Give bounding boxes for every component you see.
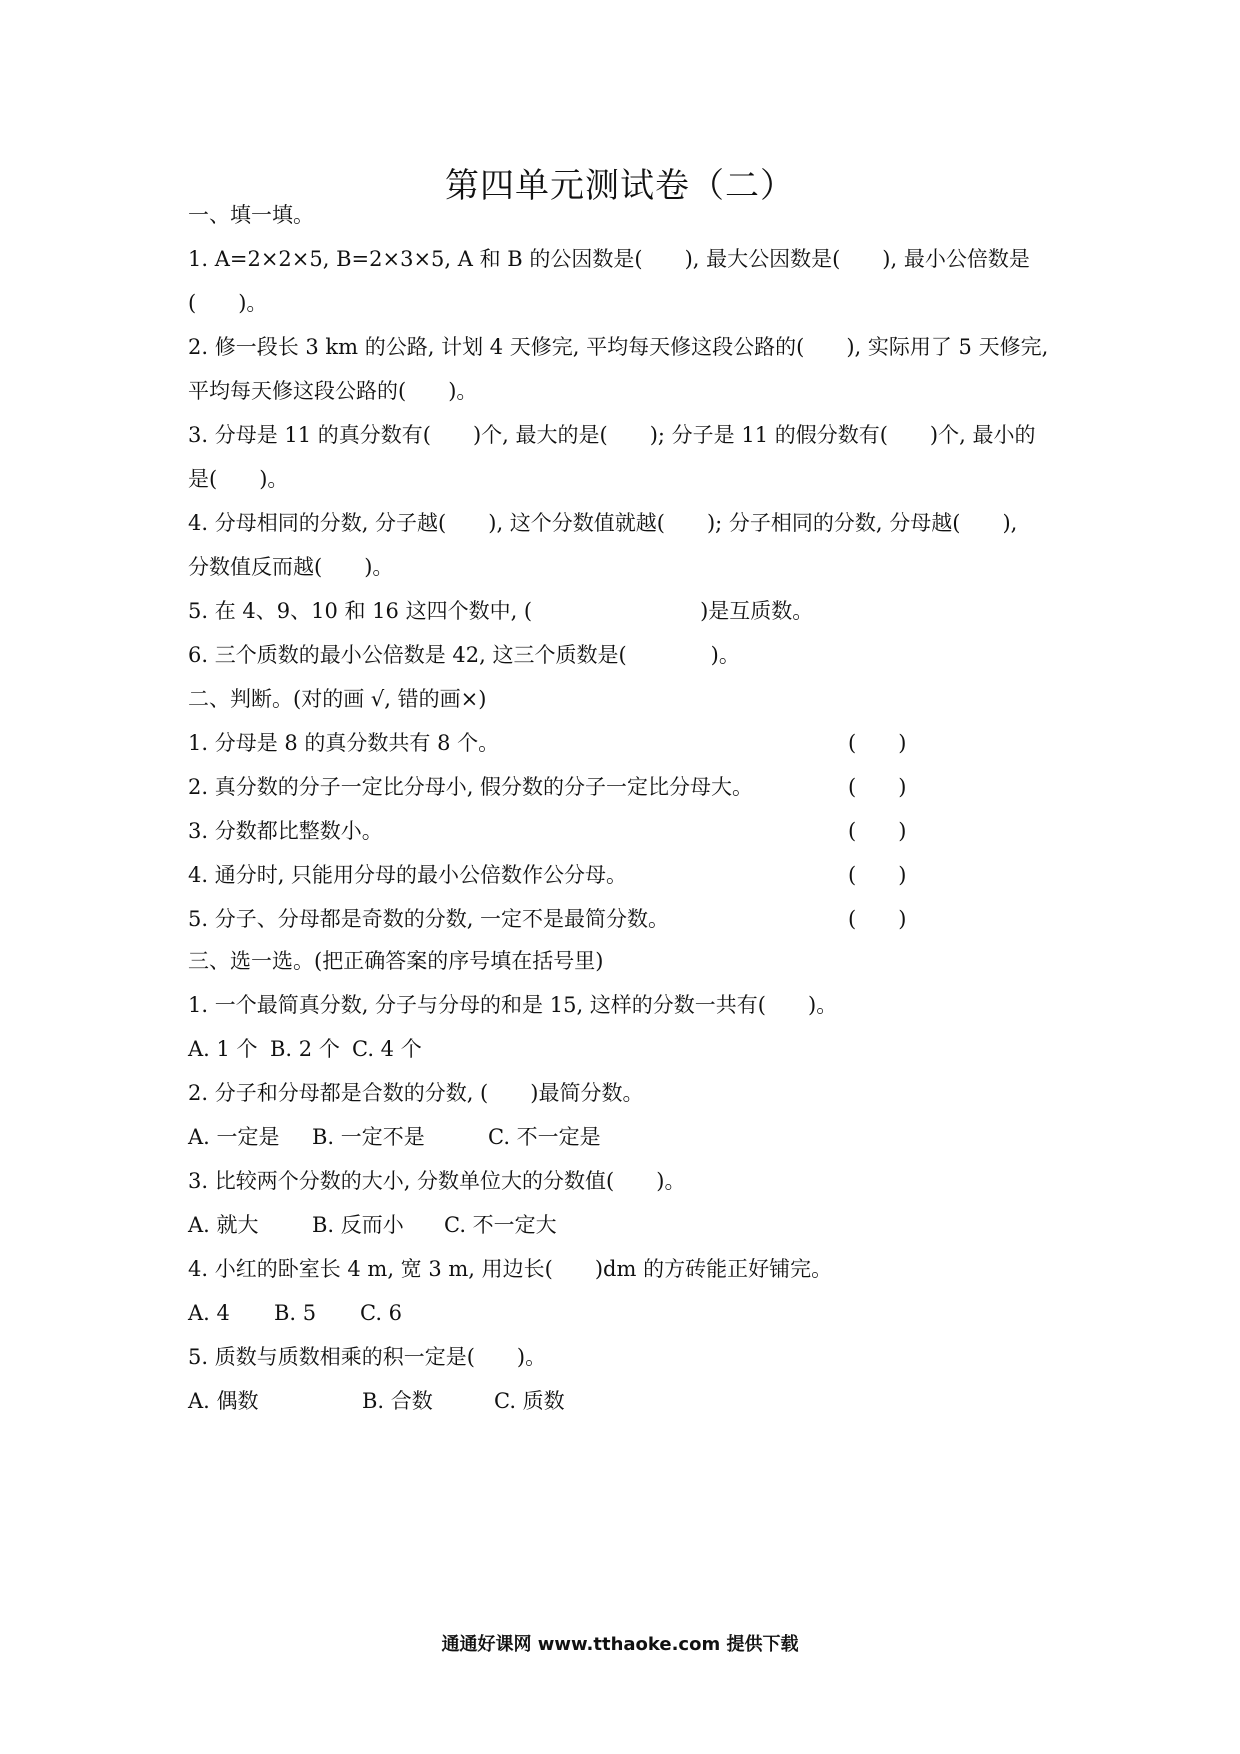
option-b[interactable]: B. 一定不是	[312, 1125, 425, 1149]
fill-q3-line2: 是( )。	[188, 467, 289, 491]
page-title: 第四单元测试卷（二）	[445, 166, 795, 206]
option-a[interactable]: A. 一定是	[188, 1125, 280, 1149]
judge-item	[188, 860, 907, 890]
section-heading-fill: 一、填一填。	[188, 203, 314, 227]
fill-q6: 6. 三个质数的最小公倍数是 42, 这三个质数是( )。	[188, 643, 740, 667]
option-b[interactable]: B. 反而小	[312, 1213, 404, 1237]
fill-q1-line1: 1. A=2×2×5, B=2×3×5, A 和 B 的公因数是( ), 最大公因数是( ), 最小公倍数是	[188, 247, 1030, 271]
choose-q5: 5. 质数与质数相乘的积一定是( )。	[188, 1345, 547, 1369]
choose-q3-options	[188, 1210, 557, 1240]
judge-item	[188, 772, 907, 802]
option-b[interactable]: B. 合数	[362, 1389, 433, 1413]
judge-item	[188, 904, 907, 934]
option-b[interactable]: B. 5	[274, 1301, 317, 1325]
fill-q2-line1: 2. 修一段长 3 km 的公路, 计划 4 天修完, 平均每天修这段公路的( ), 实际用了 5 天修完,	[188, 335, 1049, 359]
choose-q1-options	[188, 1034, 422, 1064]
option-a[interactable]: A. 1 个	[188, 1037, 258, 1061]
fill-q4-line1: 4. 分母相同的分数, 分子越( ), 这个分数值就越( ); 分子相同的分数, 分母越( ),	[188, 511, 1018, 535]
fill-q2-line2: 平均每天修这段公路的( )。	[188, 379, 478, 403]
choose-q4: 4. 小红的卧室长 4 m, 宽 3 m, 用边长( )dm 的方砖能正好铺完。	[188, 1257, 833, 1281]
judge-text: 5. 分子、分母都是奇数的分数, 一定不是最简分数。	[188, 907, 670, 931]
judge-text: 3. 分数都比整数小。	[188, 819, 383, 843]
answer-parentheses[interactable]: ( )	[848, 819, 907, 843]
section-heading-choose: 三、选一选。(把正确答案的序号填在括号里)	[188, 949, 604, 973]
choose-q4-options	[188, 1298, 402, 1328]
answer-parentheses[interactable]: ( )	[848, 775, 907, 799]
fill-q1-line2: ( )。	[188, 291, 268, 315]
option-a[interactable]: A. 偶数	[188, 1389, 259, 1413]
option-c[interactable]: C. 不一定是	[488, 1125, 601, 1149]
choose-q2-options	[188, 1122, 601, 1152]
option-c[interactable]: C. 6	[360, 1301, 403, 1325]
judge-text: 1. 分母是 8 的真分数共有 8 个。	[188, 731, 500, 755]
answer-parentheses[interactable]: ( )	[848, 731, 907, 755]
choose-q5-options	[188, 1386, 565, 1416]
answer-parentheses[interactable]: ( )	[848, 863, 907, 887]
option-c[interactable]: C. 不一定大	[444, 1213, 557, 1237]
judge-item	[188, 728, 907, 758]
choose-q1: 1. 一个最简真分数, 分子与分母的和是 15, 这样的分数一共有( )。	[188, 993, 838, 1017]
choose-q2: 2. 分子和分母都是合数的分数, ( )最简分数。	[188, 1081, 644, 1105]
choose-q3: 3. 比较两个分数的大小, 分数单位大的分数值( )。	[188, 1169, 686, 1193]
fill-q3-line1: 3. 分母是 11 的真分数有( )个, 最大的是( ); 分子是 11 的假分数有( )个, 最小的	[188, 423, 1036, 447]
fill-q5: 5. 在 4、9、10 和 16 这四个数中, ( )是互质数。	[188, 599, 814, 623]
footer-credit: 通通好课网 www.tthaoke.com 提供下载	[441, 1634, 799, 1655]
judge-text: 4. 通分时, 只能用分母的最小公倍数作公分母。	[188, 863, 628, 887]
answer-parentheses[interactable]: ( )	[848, 907, 907, 931]
option-c[interactable]: C. 4 个	[352, 1037, 422, 1061]
fill-q4-line2: 分数值反而越( )。	[188, 555, 394, 579]
judge-text: 2. 真分数的分子一定比分母小, 假分数的分子一定比分母大。	[188, 775, 754, 799]
option-a[interactable]: A. 4	[188, 1301, 230, 1325]
judge-item	[188, 816, 907, 846]
option-a[interactable]: A. 就大	[188, 1213, 259, 1237]
option-c[interactable]: C. 质数	[494, 1389, 565, 1413]
option-b[interactable]: B. 2 个	[270, 1037, 340, 1061]
section-heading-judge: 二、判断。(对的画 √, 错的画×)	[188, 687, 487, 711]
